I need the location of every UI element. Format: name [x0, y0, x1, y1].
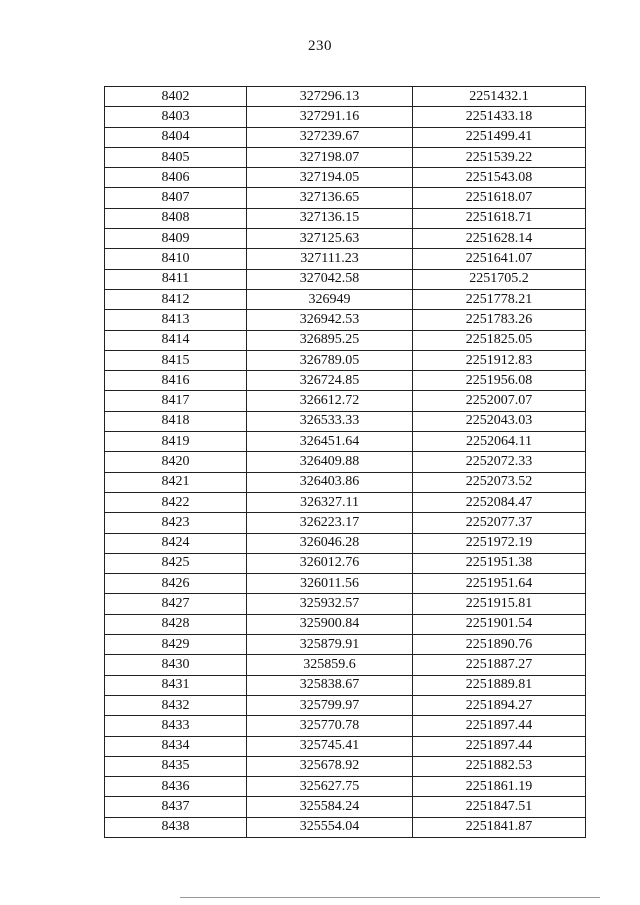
x-coordinate-cell: 327291.16 — [247, 107, 413, 127]
table-row — [105, 310, 586, 330]
x-coordinate-cell: 326789.05 — [247, 350, 413, 370]
table-row — [105, 635, 586, 655]
x-coordinate-cell: 326012.76 — [247, 553, 413, 573]
y-coordinate-cell: 2251887.27 — [413, 655, 586, 675]
x-coordinate-cell: 326327.11 — [247, 492, 413, 512]
table-row — [105, 208, 586, 228]
y-coordinate-cell: 2251951.38 — [413, 553, 586, 573]
x-coordinate-cell: 325859.6 — [247, 655, 413, 675]
point-number-cell: 8423 — [105, 513, 247, 533]
x-coordinate-cell: 326942.53 — [247, 310, 413, 330]
y-coordinate-cell: 2251897.44 — [413, 716, 586, 736]
x-coordinate-cell: 327296.13 — [247, 87, 413, 107]
table-row — [105, 574, 586, 594]
y-coordinate-cell: 2251861.19 — [413, 777, 586, 797]
point-number-cell: 8422 — [105, 492, 247, 512]
point-number-cell: 8402 — [105, 87, 247, 107]
point-number-cell: 8437 — [105, 797, 247, 817]
point-number-cell: 8434 — [105, 736, 247, 756]
point-number-cell: 8438 — [105, 817, 247, 837]
x-coordinate-cell: 327198.07 — [247, 147, 413, 167]
table-row — [105, 777, 586, 797]
table-row — [105, 553, 586, 573]
point-number-cell: 8413 — [105, 310, 247, 330]
table-row — [105, 229, 586, 249]
point-number-cell: 8428 — [105, 614, 247, 634]
table-row — [105, 411, 586, 431]
table-row — [105, 817, 586, 837]
y-coordinate-cell: 2251433.18 — [413, 107, 586, 127]
point-number-cell: 8431 — [105, 675, 247, 695]
table-row — [105, 330, 586, 350]
point-number-cell: 8430 — [105, 655, 247, 675]
x-coordinate-cell: 325932.57 — [247, 594, 413, 614]
table-row — [105, 371, 586, 391]
x-coordinate-cell: 327125.63 — [247, 229, 413, 249]
table-row — [105, 107, 586, 127]
x-coordinate-cell: 326011.56 — [247, 574, 413, 594]
point-number-cell: 8417 — [105, 391, 247, 411]
point-number-cell: 8419 — [105, 432, 247, 452]
point-number-cell: 8414 — [105, 330, 247, 350]
x-coordinate-cell: 327194.05 — [247, 168, 413, 188]
y-coordinate-cell: 2251705.2 — [413, 269, 586, 289]
page-number: 230 — [308, 38, 332, 54]
y-coordinate-cell: 2252072.33 — [413, 452, 586, 472]
point-number-cell: 8429 — [105, 635, 247, 655]
y-coordinate-cell: 2251847.51 — [413, 797, 586, 817]
x-coordinate-cell: 326403.86 — [247, 472, 413, 492]
point-number-cell: 8432 — [105, 695, 247, 715]
point-number-cell: 8427 — [105, 594, 247, 614]
y-coordinate-cell: 2251890.76 — [413, 635, 586, 655]
table-row — [105, 614, 586, 634]
x-coordinate-cell: 325799.97 — [247, 695, 413, 715]
x-coordinate-cell: 325745.41 — [247, 736, 413, 756]
y-coordinate-cell: 2251825.05 — [413, 330, 586, 350]
point-number-cell: 8433 — [105, 716, 247, 736]
x-coordinate-cell: 327042.58 — [247, 269, 413, 289]
table-row — [105, 675, 586, 695]
y-coordinate-cell: 2252077.37 — [413, 513, 586, 533]
table-row — [105, 736, 586, 756]
bottom-divider — [180, 897, 600, 898]
y-coordinate-cell: 2252043.03 — [413, 411, 586, 431]
table-row — [105, 716, 586, 736]
table-row — [105, 87, 586, 107]
table-row — [105, 168, 586, 188]
y-coordinate-cell: 2252007.07 — [413, 391, 586, 411]
point-number-cell: 8405 — [105, 147, 247, 167]
y-coordinate-cell: 2252084.47 — [413, 492, 586, 512]
table-row — [105, 533, 586, 553]
point-number-cell: 8411 — [105, 269, 247, 289]
y-coordinate-cell: 2251882.53 — [413, 756, 586, 776]
point-number-cell: 8404 — [105, 127, 247, 147]
x-coordinate-cell: 325838.67 — [247, 675, 413, 695]
x-coordinate-cell: 325554.04 — [247, 817, 413, 837]
y-coordinate-cell: 2251543.08 — [413, 168, 586, 188]
y-coordinate-cell: 2251901.54 — [413, 614, 586, 634]
table-row — [105, 756, 586, 776]
point-number-cell: 8421 — [105, 472, 247, 492]
x-coordinate-cell: 325627.75 — [247, 777, 413, 797]
table-row — [105, 249, 586, 269]
y-coordinate-cell: 2251628.14 — [413, 229, 586, 249]
point-number-cell: 8409 — [105, 229, 247, 249]
point-number-cell: 8416 — [105, 371, 247, 391]
x-coordinate-cell: 325900.84 — [247, 614, 413, 634]
x-coordinate-cell: 326451.64 — [247, 432, 413, 452]
point-number-cell: 8426 — [105, 574, 247, 594]
y-coordinate-cell: 2251897.44 — [413, 736, 586, 756]
x-coordinate-cell: 327136.15 — [247, 208, 413, 228]
table-row — [105, 391, 586, 411]
table-row — [105, 492, 586, 512]
y-coordinate-cell: 2251778.21 — [413, 289, 586, 309]
point-number-cell: 8412 — [105, 289, 247, 309]
point-number-cell: 8424 — [105, 533, 247, 553]
x-coordinate-cell: 327239.67 — [247, 127, 413, 147]
y-coordinate-cell: 2251499.41 — [413, 127, 586, 147]
point-number-cell: 8410 — [105, 249, 247, 269]
x-coordinate-cell: 326409.88 — [247, 452, 413, 472]
coordinates-table — [104, 86, 586, 838]
point-number-cell: 8420 — [105, 452, 247, 472]
x-coordinate-cell: 326724.85 — [247, 371, 413, 391]
y-coordinate-cell: 2251912.83 — [413, 350, 586, 370]
point-number-cell: 8408 — [105, 208, 247, 228]
point-number-cell: 8415 — [105, 350, 247, 370]
x-coordinate-cell: 327111.23 — [247, 249, 413, 269]
x-coordinate-cell: 326223.17 — [247, 513, 413, 533]
y-coordinate-cell: 2251841.87 — [413, 817, 586, 837]
y-coordinate-cell: 2252064.11 — [413, 432, 586, 452]
table-row — [105, 695, 586, 715]
y-coordinate-cell: 2251956.08 — [413, 371, 586, 391]
x-coordinate-cell: 325584.24 — [247, 797, 413, 817]
y-coordinate-cell: 2251915.81 — [413, 594, 586, 614]
y-coordinate-cell: 2251951.64 — [413, 574, 586, 594]
x-coordinate-cell: 325770.78 — [247, 716, 413, 736]
point-number-cell: 8406 — [105, 168, 247, 188]
x-coordinate-cell: 326533.33 — [247, 411, 413, 431]
point-number-cell: 8418 — [105, 411, 247, 431]
y-coordinate-cell: 2251432.1 — [413, 87, 586, 107]
point-number-cell: 8435 — [105, 756, 247, 776]
x-coordinate-cell: 326895.25 — [247, 330, 413, 350]
point-number-cell: 8425 — [105, 553, 247, 573]
table-row — [105, 513, 586, 533]
y-coordinate-cell: 2251618.71 — [413, 208, 586, 228]
y-coordinate-cell: 2251641.07 — [413, 249, 586, 269]
y-coordinate-cell: 2251889.81 — [413, 675, 586, 695]
table-row — [105, 472, 586, 492]
table-row — [105, 127, 586, 147]
table-row — [105, 452, 586, 472]
x-coordinate-cell: 325879.91 — [247, 635, 413, 655]
x-coordinate-cell: 327136.65 — [247, 188, 413, 208]
x-coordinate-cell: 325678.92 — [247, 756, 413, 776]
y-coordinate-cell: 2251972.19 — [413, 533, 586, 553]
table-row — [105, 594, 586, 614]
x-coordinate-cell: 326949 — [247, 289, 413, 309]
coordinates-table-body — [105, 87, 586, 838]
table-row — [105, 269, 586, 289]
y-coordinate-cell: 2251539.22 — [413, 147, 586, 167]
x-coordinate-cell: 326612.72 — [247, 391, 413, 411]
table-row — [105, 655, 586, 675]
table-row — [105, 147, 586, 167]
y-coordinate-cell: 2252073.52 — [413, 472, 586, 492]
x-coordinate-cell: 326046.28 — [247, 533, 413, 553]
point-number-cell: 8403 — [105, 107, 247, 127]
table-row — [105, 350, 586, 370]
table-row — [105, 432, 586, 452]
table-row — [105, 289, 586, 309]
table-row — [105, 797, 586, 817]
y-coordinate-cell: 2251618.07 — [413, 188, 586, 208]
y-coordinate-cell: 2251894.27 — [413, 695, 586, 715]
point-number-cell: 8407 — [105, 188, 247, 208]
table-row — [105, 188, 586, 208]
y-coordinate-cell: 2251783.26 — [413, 310, 586, 330]
point-number-cell: 8436 — [105, 777, 247, 797]
